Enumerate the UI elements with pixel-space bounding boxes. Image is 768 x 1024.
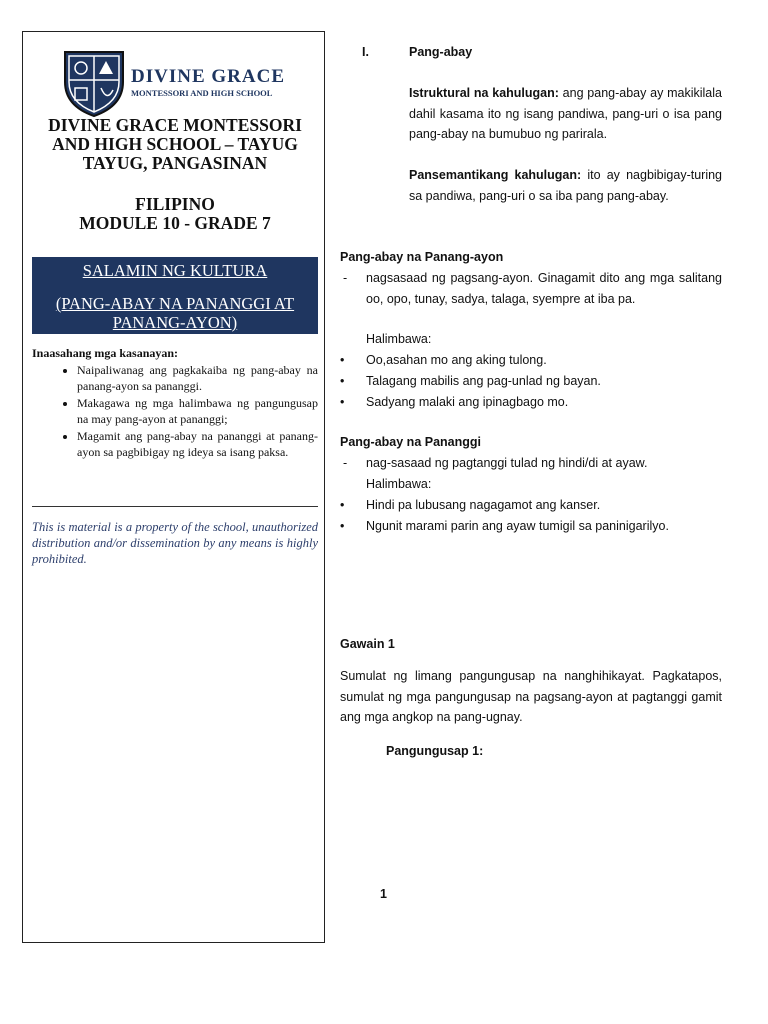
panang-ayon-definition: nagsasaad ng pagsang-ayon. Ginagamit dito ang mga salitang oo, opo, tunay, sadya, talaga, syempre at iba pa. bbox=[366, 271, 722, 306]
bullet-icon: • bbox=[340, 374, 345, 388]
school-logo bbox=[59, 46, 309, 118]
panang-ayon-example bbox=[340, 371, 722, 392]
gawain-instruction: Sumulat ng limang pangungusap na nanghihikayat. Pagkatapos, sumulat ng mga pangungusap na pagsang-ayon at pagtanggi gamit ang mga angkop na pang-ugnay. bbox=[340, 669, 722, 725]
bullet-icon: • bbox=[340, 498, 345, 512]
dash-marker: - bbox=[343, 271, 348, 285]
expectation-item: • Makagawa ng mga halimbawa ng pangungusap na may pang-ayon at pananggi; bbox=[77, 395, 318, 427]
logo-subname: MONTESSORI AND HIGH SCHOOL bbox=[131, 88, 273, 98]
banner-title: SALAMIN NG KULTURA bbox=[82, 261, 268, 280]
pananggi-example bbox=[340, 495, 722, 516]
example-text: Talagang mabilis ang pag-unlad ng bayan. bbox=[366, 374, 601, 388]
panang-ayon-example bbox=[340, 350, 722, 371]
expectation-item: • Naipaliwanag ang pagkakaiba ng pang-abay na panang-ayon sa pananggi. bbox=[77, 362, 318, 394]
subject-line1: FILIPINO bbox=[135, 194, 215, 214]
section-title: Pang-abay bbox=[409, 45, 473, 59]
panang-ayon-heading: Pang-abay na Panang-ayon bbox=[340, 250, 504, 264]
gawain-title: Gawain 1 bbox=[340, 637, 395, 651]
content-column bbox=[340, 0, 722, 1024]
pansemantikang-label: Pansemantikang kahulugan: bbox=[409, 168, 582, 182]
shield-crest-icon bbox=[59, 46, 129, 118]
istruktural-label: Istruktural na kahulugan: bbox=[409, 86, 559, 100]
example-text: Hindi pa lubusang nagagamot ang kanser. bbox=[366, 498, 601, 512]
school-title-line2: AND HIGH SCHOOL – TAYUG bbox=[52, 134, 298, 154]
panang-ayon-halimbawa: Halimbawa: bbox=[366, 332, 432, 346]
example-text: Sadyang malaki ang ipinagbago mo. bbox=[366, 395, 569, 409]
pananggi-example bbox=[340, 516, 722, 537]
divider bbox=[32, 506, 318, 507]
expectations-heading: Inaasahang mga kasanayan: bbox=[32, 346, 179, 360]
subject-line2: MODULE 10 - GRADE 7 bbox=[79, 213, 271, 233]
dash-marker: - bbox=[343, 456, 348, 470]
pansemantikang-text: ito ay nagbibigay-turing sa pandiwa, pang-uri o sa iba pang pang-abay. bbox=[409, 168, 722, 203]
school-title bbox=[31, 116, 319, 173]
section-number: I. bbox=[362, 45, 369, 59]
logo-name: DIVINE GRACE bbox=[131, 66, 285, 87]
expectations bbox=[32, 345, 318, 461]
bullet-icon: • bbox=[340, 519, 345, 533]
istruktural-paragraph bbox=[409, 83, 722, 145]
pananggi-heading: Pang-abay na Pananggi bbox=[340, 435, 482, 449]
banner-subtitle: (PANG-ABAY NA PANANGGI AT PANANG-AYON) bbox=[55, 294, 295, 332]
subject-title bbox=[31, 195, 319, 233]
copyright-notice: This is material is a property of the school, unauthorized distribution and/or dissemination by any means is highly prohibited. bbox=[32, 520, 318, 566]
pangungusap-label: Pangungusap 1: bbox=[386, 744, 484, 758]
expectations-list bbox=[32, 362, 318, 460]
pananggi-halimbawa: Halimbawa: bbox=[366, 477, 432, 491]
example-text: Oo,asahan mo ang aking tulong. bbox=[366, 353, 547, 367]
example-text: Ngunit marami parin ang ayaw tumigil sa paninigarilyo. bbox=[366, 519, 669, 533]
page-number: 1 bbox=[380, 887, 387, 901]
panang-ayon-example bbox=[340, 392, 722, 413]
left-panel bbox=[22, 31, 325, 943]
bullet-icon: • bbox=[340, 353, 345, 367]
pansemantikang-paragraph bbox=[409, 165, 722, 206]
pananggi-definition: nag-sasaad ng pagtanggi tulad ng hindi/di at ayaw. bbox=[366, 456, 648, 470]
expectation-item: • Magamit ang pang-abay na pananggi at panang-ayon sa pagbibigay ng ideya sa isang paksa. bbox=[77, 428, 318, 460]
school-title-line1: DIVINE GRACE MONTESSORI bbox=[48, 115, 302, 135]
school-title-line3: TAYUG, PANGASINAN bbox=[82, 153, 268, 173]
bullet-icon: • bbox=[340, 395, 345, 409]
module-banner bbox=[32, 257, 318, 334]
istruktural-text: ang pang-abay ay makikilala dahil kasama ito ng isang pandiwa, pang-uri o isa pang pang-abay na bumubuo ng parirala. bbox=[409, 86, 722, 142]
